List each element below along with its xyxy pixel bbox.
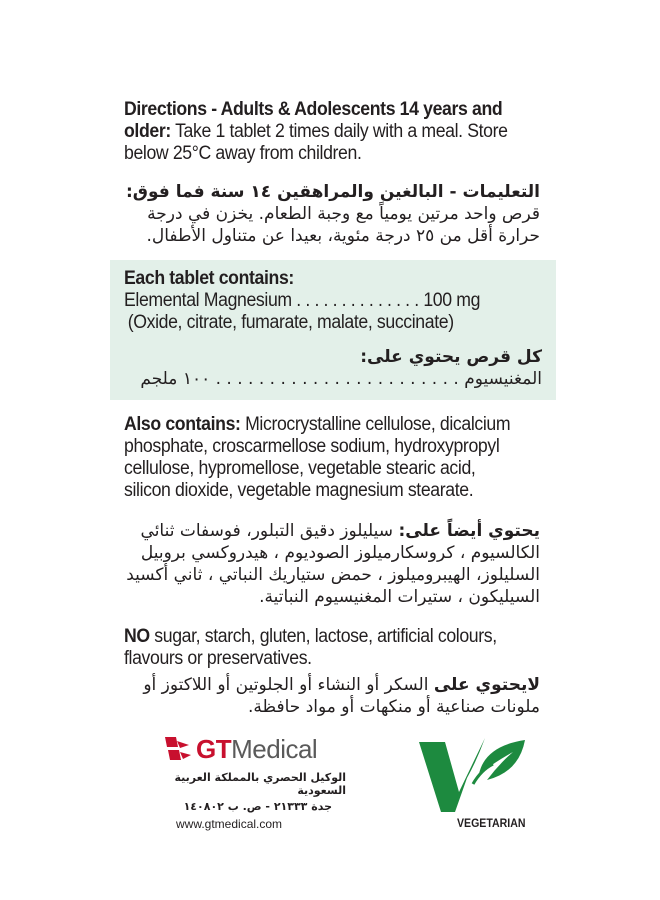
also-line-2-ar: الكالسيوم ، كروسكارميلوز الصوديوم ، هيدروكسي بروبيل [140, 543, 540, 563]
free-from-label-ar: لايحتوي على [433, 675, 540, 695]
directions-heading-ar: التعليمات - البالغين والمراهقين ١٤ سنة فما فوق: [126, 182, 540, 202]
also-text-1-ar: سيليلوز دقيق التبلور، فوسفات ثنائي [140, 521, 399, 541]
contents-sources: (Oxide, citrate, fumarate, malate, succinate) [127, 312, 454, 333]
gt-medical-logo [162, 734, 350, 765]
directions-line-3: below 25°C away from children. [124, 143, 362, 164]
contents-heading-ar: كل قرص يحتوي على: [360, 347, 542, 367]
also-line-2: phosphate, croscarmellose sodium, hydroxypropyl [124, 436, 500, 457]
contents-heading: Each tablet contains: [124, 268, 294, 289]
tablet-contents-ar [122, 346, 542, 390]
directions-section-ar [110, 181, 540, 247]
tablet-contents-en [124, 268, 544, 334]
directions-heading-end: older: [124, 121, 171, 142]
also-contains-section-en [124, 414, 564, 502]
distributor-block [150, 734, 350, 831]
free-line-2: flavours or preservatives. [124, 648, 312, 669]
brand-name [196, 734, 317, 765]
vegetarian-label: VEGETARIAN [457, 816, 526, 830]
also-text-1: Microcrystalline cellulose, dicalcium [240, 414, 511, 435]
contents-magnesium-row: Elemental Magnesium . . . . . . . . . . . . . . 100 mg [124, 290, 481, 311]
free-line-2-ar: ملونات صناعية أو منكهات أو مواد حافظة. [248, 697, 540, 717]
free-from-section-en [124, 626, 564, 670]
free-line-1-ar [110, 674, 540, 696]
also-line-1 [124, 414, 533, 436]
brand-name-gt: GT [196, 734, 232, 764]
also-line-3-ar: السليلوز، الهيبروميلوز ، حمض ستياريك النباتي ، ثاني أكسيد [126, 565, 540, 585]
directions-line-2-ar: قرص واحد مرتين يومياً مع وجبة الطعام. يخزن في درجة [147, 204, 540, 224]
also-contains-section-ar [110, 520, 540, 608]
directions-section-en [124, 99, 564, 165]
distributor-line-2-ar: جدة ٢١٣٣٣ - ص. ب ١٤٠٨٠٢ [183, 800, 332, 813]
distributor-line-1-ar: الوكيل الحصري بالمملكة العربية السعودية [174, 771, 346, 797]
directions-heading: Directions - Adults & Adolescents 14 years and [124, 99, 503, 120]
also-line-3: cellulose, hypromellose, vegetable stearic acid, [124, 458, 476, 479]
free-line-1 [124, 626, 533, 648]
also-line-4: silicon dioxide, vegetable magnesium stearate. [124, 480, 474, 501]
free-text-1: sugar, starch, gluten, lactose, artificial colours, [149, 626, 497, 647]
also-contains-label-ar: يحتوي أيضاً على: [398, 521, 540, 541]
gt-logo-mark-icon [162, 735, 192, 765]
also-contains-label: Also contains: [124, 414, 241, 435]
also-line-1-ar [110, 520, 540, 542]
vegetarian-badge [415, 734, 545, 834]
vegetarian-v-leaf-icon [415, 734, 545, 818]
also-line-4-ar: السيليكون ، ستيرات المغنيسيوم النباتية. [259, 587, 540, 607]
free-text-1-ar: السكر أو النشاء أو الجلوتين أو اللاكتوز أو [143, 675, 434, 695]
directions-text-1: Take 1 tablet 2 times daily with a meal. Store [170, 121, 508, 142]
tablet-contents-box [110, 260, 556, 400]
directions-line-3-ar: حرارة أقل من ٢٥ درجة مئوية، بعيدا عن متناول الأطفال. [146, 226, 540, 246]
free-from-section-ar [110, 674, 540, 718]
directions-line-2 [124, 121, 533, 143]
contents-magnesium-row-ar: المغنيسيوم . . . . . . . . . . . . . . . . . . . . . . . ١٠٠ ملجم [140, 369, 542, 389]
free-from-label: NO [124, 626, 150, 647]
brand-name-medical: Medical [231, 734, 318, 764]
website-link[interactable]: www.gtmedical.com [176, 817, 283, 831]
